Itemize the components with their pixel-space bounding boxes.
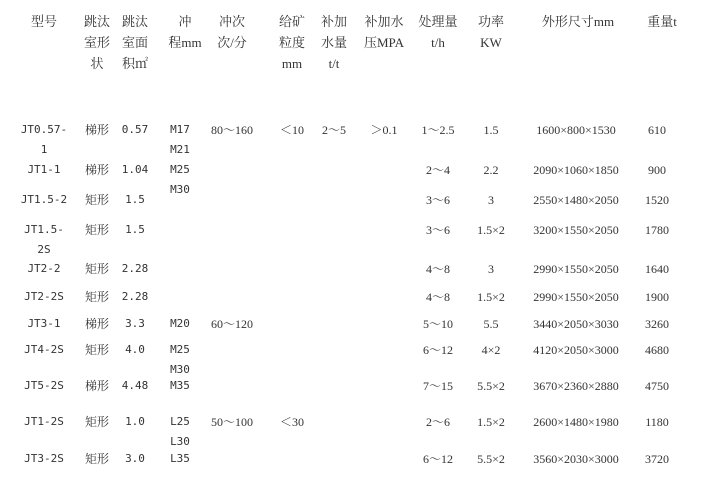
cell-capacity: 4～8	[425, 290, 450, 304]
cell-stroke: L35	[170, 452, 190, 465]
cell-power: 1.5×2	[477, 223, 505, 237]
cell-area: 1.5	[125, 193, 145, 206]
cell-capacity: 1～2.5	[421, 123, 455, 137]
header-stroke-line-1: 冲	[178, 14, 192, 29]
cell-dimensions: 1600×800×1530	[536, 123, 616, 137]
cell-power: 1.5	[483, 123, 499, 137]
header-weight-line-1: 重量t	[647, 14, 677, 29]
cell-area: 1.04	[121, 163, 149, 176]
cell-power: 1.5×2	[477, 290, 505, 304]
header-water-added-line-1: 补加	[320, 14, 347, 29]
cell-dimensions: 2990×1550×2050	[533, 290, 619, 304]
header-capacity-line-1: 处理量	[418, 14, 458, 29]
header-water-pressure-line-2: 压MPA	[364, 35, 404, 50]
cell-power: 4×2	[481, 343, 501, 357]
cell-power: 5.5×2	[477, 379, 505, 393]
cell-strokes-per-min: 60～120	[210, 317, 253, 331]
cell-power: 2.2	[483, 163, 499, 177]
cell-model: JT3-2S	[24, 452, 64, 465]
cell-area: 2.28	[121, 290, 149, 303]
cell-strokes-per-min: 80～160	[210, 123, 253, 137]
cell-room-shape: 矩形	[84, 343, 109, 357]
cell-area: 4.0	[125, 343, 145, 356]
cell-capacity: 7～15	[422, 379, 453, 393]
cell-capacity: 5～10	[422, 317, 453, 331]
cell-model: JT1.5- 2S	[24, 223, 64, 256]
cell-area: 3.0	[125, 452, 145, 465]
cell-power: 5.5	[483, 317, 499, 331]
cell-room-shape: 矩形	[84, 452, 109, 466]
header-feed-size-line-3: mm	[281, 56, 303, 71]
cell-weight: 900	[648, 163, 666, 177]
cell-room-shape: 梯形	[84, 317, 109, 331]
header-room-shape-line-2: 室形	[83, 35, 110, 50]
cell-area: 1.0	[125, 415, 145, 428]
cell-feed-size: ＜30	[279, 415, 304, 429]
cell-capacity: 6～12	[422, 343, 453, 357]
cell-power: 5.5×2	[477, 452, 505, 466]
cell-room-shape: 梯形	[84, 123, 109, 137]
header-power-line-2: KW	[480, 35, 502, 50]
cell-capacity: 2～4	[425, 163, 450, 177]
cell-water-pressure: ＞0.1	[370, 123, 398, 137]
cell-power: 3	[488, 193, 494, 207]
cell-room-shape: 矩形	[84, 290, 109, 304]
header-model-line-1: 型号	[30, 14, 57, 29]
cell-model: JT4-2S	[24, 343, 64, 356]
cell-weight: 1640	[645, 262, 669, 276]
cell-capacity: 3～6	[425, 193, 450, 207]
cell-weight: 3260	[645, 317, 669, 331]
header-area-line-1: 跳汰	[121, 14, 148, 29]
cell-power: 1.5×2	[477, 415, 505, 429]
header-strokes-per-min-line-1: 冲次	[218, 14, 245, 29]
cell-weight: 4750	[645, 379, 669, 393]
cell-weight: 1180	[645, 415, 669, 429]
cell-dimensions: 3560×2030×3000	[533, 452, 619, 466]
cell-capacity: 2～6	[425, 415, 450, 429]
header-feed-size-line-1: 给矿	[278, 14, 305, 29]
cell-dimensions: 2550×1480×2050	[533, 193, 619, 207]
header-room-shape-line-3: 状	[90, 56, 104, 71]
cell-weight: 3720	[645, 452, 669, 466]
cell-stroke: M25 M30	[170, 343, 190, 376]
cell-model: JT2-2S	[24, 290, 64, 303]
cell-model: JT1-2S	[24, 415, 64, 428]
header-dimensions-line-1: 外形尺寸mm	[541, 14, 615, 29]
cell-room-shape: 矩形	[84, 193, 109, 207]
cell-dimensions: 2600×1480×1980	[533, 415, 619, 429]
cell-room-shape: 矩形	[84, 415, 109, 429]
cell-weight: 1900	[645, 290, 669, 304]
cell-weight: 1780	[645, 223, 669, 237]
header-capacity-line-2: t/h	[431, 35, 445, 50]
cell-stroke: M17 M21	[170, 123, 190, 156]
header-water-pressure-line-1: 补加水	[364, 14, 404, 29]
cell-area: 3.3	[125, 317, 145, 330]
header-area-line-2: 室面	[121, 35, 148, 50]
cell-area: 2.28	[121, 262, 149, 275]
cell-dimensions: 3440×2050×3030	[533, 317, 619, 331]
cell-room-shape: 矩形	[84, 262, 109, 276]
cell-capacity: 3～6	[425, 223, 450, 237]
cell-strokes-per-min: 50～100	[210, 415, 253, 429]
cell-dimensions: 2990×1550×2050	[533, 262, 619, 276]
header-area-line-3: 积㎡	[121, 56, 148, 71]
header-feed-size-line-2: 粒度	[278, 35, 305, 50]
cell-room-shape: 梯形	[84, 379, 109, 393]
cell-feed-size: ＜10	[279, 123, 304, 137]
cell-weight: 4680	[645, 343, 669, 357]
header-room-shape-line-1: 跳汰	[83, 14, 110, 29]
cell-area: 1.5	[125, 223, 145, 236]
cell-room-shape: 矩形	[84, 223, 109, 237]
cell-stroke: M20	[170, 317, 190, 330]
cell-model: JT0.57- 1	[20, 123, 68, 156]
header-strokes-per-min-line-2: 次/分	[217, 35, 247, 50]
cell-dimensions: 2090×1060×1850	[533, 163, 619, 177]
cell-water-added: 2～5	[321, 123, 346, 137]
header-water-added-line-2: 水量	[320, 35, 347, 50]
header-stroke-line-2: 程mm	[168, 35, 202, 50]
cell-dimensions: 4120×2050×3000	[533, 343, 619, 357]
cell-stroke: M35	[170, 379, 190, 392]
cell-model: JT2-2	[27, 262, 61, 275]
cell-stroke: L25 L30	[170, 415, 190, 448]
cell-stroke: M25 M30	[170, 163, 190, 196]
cell-weight: 610	[648, 123, 666, 137]
cell-model: JT1-1	[27, 163, 61, 176]
cell-area: 4.48	[121, 379, 149, 392]
header-power-line-1: 功率	[477, 14, 504, 29]
cell-dimensions: 3670×2360×2880	[533, 379, 619, 393]
cell-model: JT5-2S	[24, 379, 64, 392]
cell-power: 3	[488, 262, 494, 276]
cell-model: JT1.5-2	[20, 193, 68, 206]
cell-room-shape: 梯形	[84, 163, 109, 177]
cell-weight: 1520	[645, 193, 669, 207]
header-water-added-line-3: t/t	[328, 56, 340, 71]
cell-model: JT3-1	[27, 317, 61, 330]
cell-area: 0.57	[121, 123, 149, 136]
cell-capacity: 6～12	[422, 452, 453, 466]
cell-capacity: 4～8	[425, 262, 450, 276]
cell-dimensions: 3200×1550×2050	[533, 223, 619, 237]
